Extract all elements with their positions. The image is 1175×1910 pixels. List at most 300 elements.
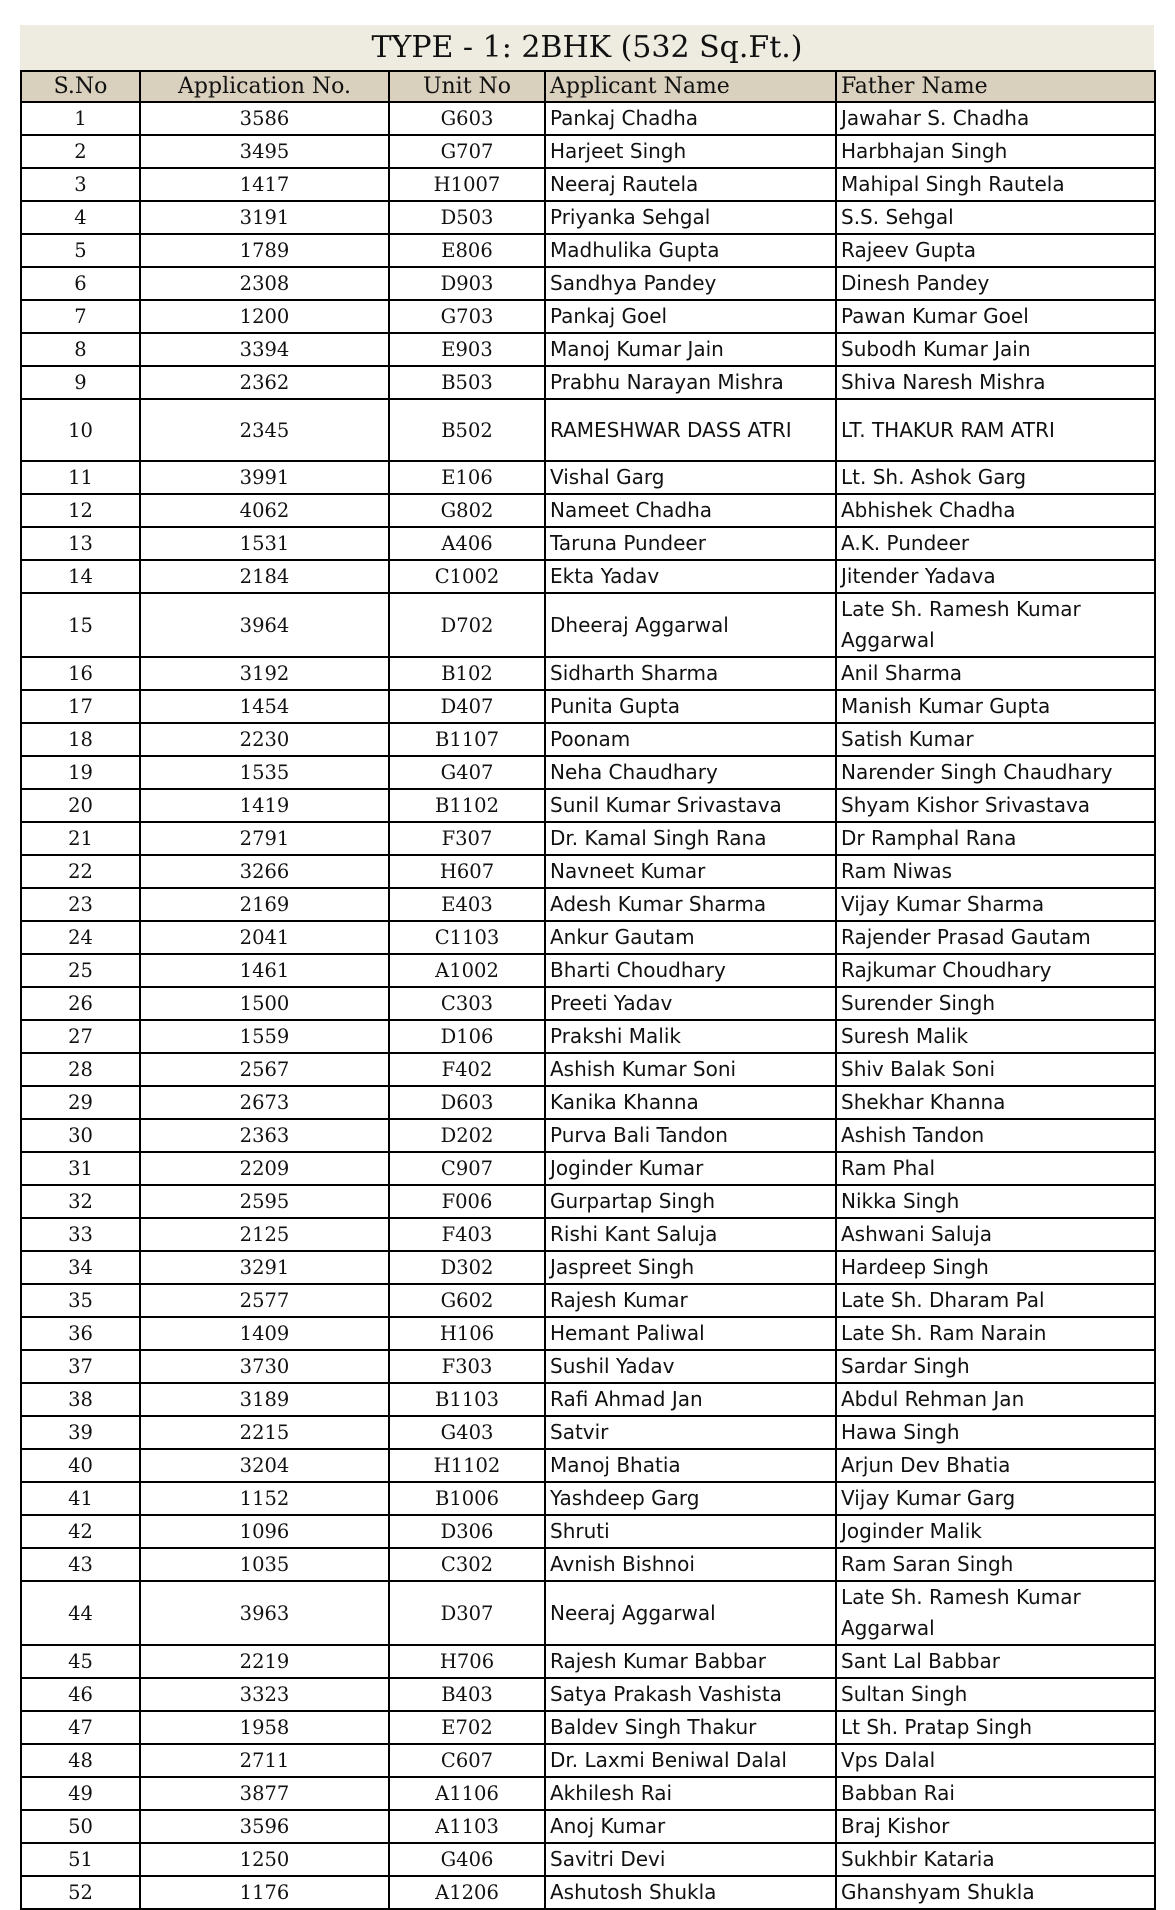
cell-sno: 49	[21, 1777, 140, 1810]
cell-application-no: 1409	[140, 1317, 389, 1350]
cell-application-no: 2673	[140, 1086, 389, 1119]
cell-unit-no: D903	[389, 267, 545, 300]
cell-father-name: Ram Phal	[836, 1152, 1155, 1185]
cell-application-no: 1531	[140, 527, 389, 560]
cell-father-name: Nikka Singh	[836, 1185, 1155, 1218]
cell-unit-no: A1206	[389, 1876, 545, 1909]
cell-sno: 3	[21, 168, 140, 201]
cell-application-no: 2230	[140, 723, 389, 756]
cell-application-no: 3964	[140, 593, 389, 657]
header-sno: S.No	[21, 71, 140, 102]
cell-applicant-name: Taruna Pundeer	[545, 527, 836, 560]
cell-sno: 31	[21, 1152, 140, 1185]
cell-sno: 48	[21, 1744, 140, 1777]
table-row	[21, 1581, 1155, 1645]
cell-applicant-name: Dr. Laxmi Beniwal Dalal	[545, 1744, 836, 1777]
cell-applicant-name: RAMESHWAR DASS ATRI	[545, 399, 836, 461]
cell-father-name: Jawahar S. Chadha	[836, 102, 1155, 135]
cell-unit-no: C1002	[389, 560, 545, 593]
cell-unit-no: D702	[389, 593, 545, 657]
cell-father-name: Shiva Naresh Mishra	[836, 366, 1155, 399]
cell-applicant-name: Neha Chaudhary	[545, 756, 836, 789]
cell-unit-no: G802	[389, 494, 545, 527]
cell-father-name: Manish Kumar Gupta	[836, 690, 1155, 723]
cell-applicant-name: Rajesh Kumar Babbar	[545, 1645, 836, 1678]
cell-applicant-name: Prabhu Narayan Mishra	[545, 366, 836, 399]
cell-sno: 42	[21, 1515, 140, 1548]
cell-application-no: 3266	[140, 855, 389, 888]
table-row	[21, 1548, 1155, 1581]
cell-father-name: Sultan Singh	[836, 1678, 1155, 1711]
table-row	[21, 1053, 1155, 1086]
table-row	[21, 333, 1155, 366]
table-row	[21, 1645, 1155, 1678]
cell-applicant-name: Yashdeep Garg	[545, 1482, 836, 1515]
table-row	[21, 1876, 1155, 1909]
cell-applicant-name: Ankur Gautam	[545, 921, 836, 954]
cell-unit-no: D603	[389, 1086, 545, 1119]
cell-applicant-name: Savitri Devi	[545, 1843, 836, 1876]
header-father-name: Father Name	[836, 71, 1155, 102]
table-row	[21, 1152, 1155, 1185]
cell-applicant-name: Hemant Paliwal	[545, 1317, 836, 1350]
cell-father-name: Satish Kumar	[836, 723, 1155, 756]
cell-applicant-name: Rishi Kant Saluja	[545, 1218, 836, 1251]
cell-sno: 17	[21, 690, 140, 723]
cell-unit-no: G603	[389, 102, 545, 135]
cell-unit-no: B1107	[389, 723, 545, 756]
cell-unit-no: E106	[389, 461, 545, 494]
cell-applicant-name: Dheeraj Aggarwal	[545, 593, 836, 657]
cell-applicant-name: Priyanka Sehgal	[545, 201, 836, 234]
cell-applicant-name: Adesh Kumar Sharma	[545, 888, 836, 921]
cell-unit-no: F307	[389, 822, 545, 855]
header-row	[21, 71, 1155, 102]
cell-unit-no: B403	[389, 1678, 545, 1711]
cell-application-no: 2184	[140, 560, 389, 593]
cell-sno: 9	[21, 366, 140, 399]
cell-applicant-name: Satvir	[545, 1416, 836, 1449]
cell-unit-no: B503	[389, 366, 545, 399]
cell-unit-no: D202	[389, 1119, 545, 1152]
cell-father-name: Abdul Rehman Jan	[836, 1383, 1155, 1416]
header-unit-no: Unit No	[389, 71, 545, 102]
table-row	[21, 461, 1155, 494]
cell-unit-no: C302	[389, 1548, 545, 1581]
cell-father-name: Late Sh. Ram Narain	[836, 1317, 1155, 1350]
cell-application-no: 1176	[140, 1876, 389, 1909]
cell-sno: 35	[21, 1284, 140, 1317]
table-row	[21, 135, 1155, 168]
cell-application-no: 2209	[140, 1152, 389, 1185]
table-row	[21, 690, 1155, 723]
cell-applicant-name: Nameet Chadha	[545, 494, 836, 527]
cell-application-no: 3394	[140, 333, 389, 366]
table-row	[21, 1843, 1155, 1876]
cell-applicant-name: Madhulika Gupta	[545, 234, 836, 267]
cell-unit-no: G703	[389, 300, 545, 333]
cell-applicant-name: Neeraj Aggarwal	[545, 1581, 836, 1645]
cell-father-name: Mahipal Singh Rautela	[836, 168, 1155, 201]
cell-application-no: 3991	[140, 461, 389, 494]
cell-unit-no: B1006	[389, 1482, 545, 1515]
cell-sno: 32	[21, 1185, 140, 1218]
cell-father-name: Joginder Malik	[836, 1515, 1155, 1548]
cell-application-no: 1200	[140, 300, 389, 333]
table-row	[21, 723, 1155, 756]
cell-application-no: 3586	[140, 102, 389, 135]
cell-applicant-name: Joginder Kumar	[545, 1152, 836, 1185]
table-row	[21, 1317, 1155, 1350]
cell-father-name: Lt Sh. Pratap Singh	[836, 1711, 1155, 1744]
table-row	[21, 1218, 1155, 1251]
cell-father-name: Shyam Kishor Srivastava	[836, 789, 1155, 822]
cell-father-name: Sardar Singh	[836, 1350, 1155, 1383]
cell-father-name: Late Sh. Dharam Pal	[836, 1284, 1155, 1317]
cell-unit-no: F006	[389, 1185, 545, 1218]
cell-father-name: Late Sh. Ramesh Kumar Aggarwal	[836, 1581, 1155, 1645]
cell-sno: 14	[21, 560, 140, 593]
cell-unit-no: A1002	[389, 954, 545, 987]
cell-father-name: Rajkumar Choudhary	[836, 954, 1155, 987]
cell-father-name: Sant Lal Babbar	[836, 1645, 1155, 1678]
allotment-sheet	[20, 25, 1154, 1910]
cell-father-name: Ghanshyam Shukla	[836, 1876, 1155, 1909]
cell-applicant-name: Bharti Choudhary	[545, 954, 836, 987]
cell-application-no: 3189	[140, 1383, 389, 1416]
cell-application-no: 2595	[140, 1185, 389, 1218]
cell-unit-no: E702	[389, 1711, 545, 1744]
table-row	[21, 657, 1155, 690]
cell-father-name: LT. THAKUR RAM ATRI	[836, 399, 1155, 461]
cell-application-no: 3323	[140, 1678, 389, 1711]
cell-sno: 6	[21, 267, 140, 300]
table-row	[21, 1711, 1155, 1744]
table-row	[21, 1086, 1155, 1119]
cell-application-no: 3730	[140, 1350, 389, 1383]
cell-application-no: 2362	[140, 366, 389, 399]
table-row	[21, 234, 1155, 267]
cell-unit-no: G602	[389, 1284, 545, 1317]
cell-unit-no: D106	[389, 1020, 545, 1053]
cell-father-name: Narender Singh Chaudhary	[836, 756, 1155, 789]
cell-application-no: 3291	[140, 1251, 389, 1284]
cell-sno: 46	[21, 1678, 140, 1711]
cell-applicant-name: Sunil Kumar Srivastava	[545, 789, 836, 822]
table-row	[21, 789, 1155, 822]
cell-sno: 24	[21, 921, 140, 954]
table-row	[21, 1744, 1155, 1777]
table-row	[21, 1810, 1155, 1843]
table-row	[21, 1515, 1155, 1548]
table-row	[21, 1251, 1155, 1284]
cell-sno: 27	[21, 1020, 140, 1053]
cell-sno: 19	[21, 756, 140, 789]
cell-father-name: Sukhbir Kataria	[836, 1843, 1155, 1876]
cell-application-no: 1454	[140, 690, 389, 723]
cell-applicant-name: Poonam	[545, 723, 836, 756]
cell-unit-no: A406	[389, 527, 545, 560]
cell-sno: 26	[21, 987, 140, 1020]
cell-unit-no: G403	[389, 1416, 545, 1449]
cell-applicant-name: Sandhya Pandey	[545, 267, 836, 300]
table-row	[21, 756, 1155, 789]
table-row	[21, 855, 1155, 888]
table-row	[21, 1678, 1155, 1711]
cell-unit-no: D503	[389, 201, 545, 234]
cell-application-no: 2567	[140, 1053, 389, 1086]
table-row	[21, 1350, 1155, 1383]
table-row	[21, 494, 1155, 527]
table-row	[21, 1383, 1155, 1416]
cell-unit-no: H106	[389, 1317, 545, 1350]
cell-sno: 37	[21, 1350, 140, 1383]
cell-application-no: 2308	[140, 267, 389, 300]
cell-application-no: 1417	[140, 168, 389, 201]
cell-application-no: 3192	[140, 657, 389, 690]
cell-application-no: 4062	[140, 494, 389, 527]
cell-application-no: 2363	[140, 1119, 389, 1152]
cell-sno: 13	[21, 527, 140, 560]
cell-application-no: 1250	[140, 1843, 389, 1876]
cell-sno: 4	[21, 201, 140, 234]
cell-applicant-name: Ashutosh Shukla	[545, 1876, 836, 1909]
cell-unit-no: F402	[389, 1053, 545, 1086]
cell-father-name: Babban Rai	[836, 1777, 1155, 1810]
cell-sno: 38	[21, 1383, 140, 1416]
cell-application-no: 3963	[140, 1581, 389, 1645]
cell-application-no: 2577	[140, 1284, 389, 1317]
cell-applicant-name: Manoj Kumar Jain	[545, 333, 836, 366]
cell-unit-no: E903	[389, 333, 545, 366]
cell-applicant-name: Baldev Singh Thakur	[545, 1711, 836, 1744]
cell-applicant-name: Punita Gupta	[545, 690, 836, 723]
cell-application-no: 3877	[140, 1777, 389, 1810]
cell-application-no: 3204	[140, 1449, 389, 1482]
table-row	[21, 593, 1155, 657]
cell-applicant-name: Navneet Kumar	[545, 855, 836, 888]
cell-father-name: Rajeev Gupta	[836, 234, 1155, 267]
cell-sno: 12	[21, 494, 140, 527]
cell-sno: 25	[21, 954, 140, 987]
table-row	[21, 822, 1155, 855]
cell-sno: 29	[21, 1086, 140, 1119]
cell-applicant-name: Sidharth Sharma	[545, 657, 836, 690]
cell-application-no: 2711	[140, 1744, 389, 1777]
table-row	[21, 300, 1155, 333]
cell-sno: 40	[21, 1449, 140, 1482]
cell-applicant-name: Kanika Khanna	[545, 1086, 836, 1119]
cell-father-name: Ashish Tandon	[836, 1119, 1155, 1152]
cell-unit-no: B1102	[389, 789, 545, 822]
cell-unit-no: C1103	[389, 921, 545, 954]
cell-father-name: Hardeep Singh	[836, 1251, 1155, 1284]
cell-sno: 45	[21, 1645, 140, 1678]
cell-applicant-name: Satya Prakash Vashista	[545, 1678, 836, 1711]
cell-applicant-name: Anoj Kumar	[545, 1810, 836, 1843]
header-applicant-name: Applicant Name	[545, 71, 836, 102]
cell-unit-no: H1102	[389, 1449, 545, 1482]
cell-unit-no: B102	[389, 657, 545, 690]
table-row	[21, 1449, 1155, 1482]
cell-unit-no: H607	[389, 855, 545, 888]
cell-father-name: Harbhajan Singh	[836, 135, 1155, 168]
table-row	[21, 168, 1155, 201]
table-row	[21, 1185, 1155, 1218]
cell-father-name: A.K. Pundeer	[836, 527, 1155, 560]
cell-unit-no: C303	[389, 987, 545, 1020]
cell-application-no: 1152	[140, 1482, 389, 1515]
cell-sno: 43	[21, 1548, 140, 1581]
cell-father-name: Subodh Kumar Jain	[836, 333, 1155, 366]
cell-unit-no: D306	[389, 1515, 545, 1548]
cell-applicant-name: Neeraj Rautela	[545, 168, 836, 201]
cell-sno: 20	[21, 789, 140, 822]
cell-sno: 22	[21, 855, 140, 888]
cell-unit-no: F403	[389, 1218, 545, 1251]
table-row	[21, 201, 1155, 234]
cell-unit-no: G407	[389, 756, 545, 789]
table-row	[21, 954, 1155, 987]
cell-unit-no: C907	[389, 1152, 545, 1185]
table-row	[21, 888, 1155, 921]
cell-sno: 10	[21, 399, 140, 461]
cell-sno: 33	[21, 1218, 140, 1251]
cell-unit-no: D307	[389, 1581, 545, 1645]
table-row	[21, 1777, 1155, 1810]
cell-application-no: 1789	[140, 234, 389, 267]
cell-sno: 21	[21, 822, 140, 855]
cell-application-no: 3596	[140, 1810, 389, 1843]
table-row	[21, 1020, 1155, 1053]
cell-father-name: Ashwani Saluja	[836, 1218, 1155, 1251]
cell-application-no: 1958	[140, 1711, 389, 1744]
cell-application-no: 1535	[140, 756, 389, 789]
table-row	[21, 921, 1155, 954]
table-row	[21, 1482, 1155, 1515]
allotment-table	[20, 70, 1156, 1910]
cell-application-no: 1500	[140, 987, 389, 1020]
cell-application-no: 2041	[140, 921, 389, 954]
cell-father-name: Shiv Balak Soni	[836, 1053, 1155, 1086]
cell-sno: 36	[21, 1317, 140, 1350]
cell-father-name: Braj Kishor	[836, 1810, 1155, 1843]
cell-applicant-name: Rajesh Kumar	[545, 1284, 836, 1317]
table-row	[21, 366, 1155, 399]
cell-father-name: Hawa Singh	[836, 1416, 1155, 1449]
table-row	[21, 399, 1155, 461]
cell-father-name: Dr Ramphal Rana	[836, 822, 1155, 855]
cell-father-name: Ram Niwas	[836, 855, 1155, 888]
cell-unit-no: H1007	[389, 168, 545, 201]
cell-applicant-name: Dr. Kamal Singh Rana	[545, 822, 836, 855]
cell-father-name: Abhishek Chadha	[836, 494, 1155, 527]
cell-applicant-name: Ashish Kumar Soni	[545, 1053, 836, 1086]
cell-father-name: Vps Dalal	[836, 1744, 1155, 1777]
cell-applicant-name: Ekta Yadav	[545, 560, 836, 593]
cell-sno: 7	[21, 300, 140, 333]
cell-unit-no: H706	[389, 1645, 545, 1678]
cell-sno: 41	[21, 1482, 140, 1515]
cell-unit-no: B1103	[389, 1383, 545, 1416]
cell-father-name: Surender Singh	[836, 987, 1155, 1020]
cell-father-name: S.S. Sehgal	[836, 201, 1155, 234]
cell-unit-no: C607	[389, 1744, 545, 1777]
cell-application-no: 1419	[140, 789, 389, 822]
cell-application-no: 1035	[140, 1548, 389, 1581]
cell-application-no: 3495	[140, 135, 389, 168]
table-row	[21, 560, 1155, 593]
cell-application-no: 1096	[140, 1515, 389, 1548]
cell-unit-no: E403	[389, 888, 545, 921]
cell-sno: 2	[21, 135, 140, 168]
table-title: TYPE - 1: 2BHK (532 Sq.Ft.)	[20, 25, 1154, 70]
cell-applicant-name: Sushil Yadav	[545, 1350, 836, 1383]
cell-sno: 11	[21, 461, 140, 494]
cell-unit-no: G707	[389, 135, 545, 168]
cell-unit-no: B502	[389, 399, 545, 461]
cell-father-name: Dinesh Pandey	[836, 267, 1155, 300]
cell-applicant-name: Pankaj Goel	[545, 300, 836, 333]
cell-father-name: Suresh Malik	[836, 1020, 1155, 1053]
table-row	[21, 987, 1155, 1020]
cell-applicant-name: Avnish Bishnoi	[545, 1548, 836, 1581]
header-application-no: Application No.	[140, 71, 389, 102]
table-row	[21, 102, 1155, 135]
cell-application-no: 2791	[140, 822, 389, 855]
cell-unit-no: A1103	[389, 1810, 545, 1843]
cell-father-name: Ram Saran Singh	[836, 1548, 1155, 1581]
cell-unit-no: A1106	[389, 1777, 545, 1810]
cell-sno: 52	[21, 1876, 140, 1909]
cell-applicant-name: Jaspreet Singh	[545, 1251, 836, 1284]
cell-father-name: Vijay Kumar Garg	[836, 1482, 1155, 1515]
cell-sno: 15	[21, 593, 140, 657]
cell-father-name: Vijay Kumar Sharma	[836, 888, 1155, 921]
cell-father-name: Arjun Dev Bhatia	[836, 1449, 1155, 1482]
cell-father-name: Anil Sharma	[836, 657, 1155, 690]
cell-application-no: 3191	[140, 201, 389, 234]
cell-father-name: Pawan Kumar Goel	[836, 300, 1155, 333]
cell-unit-no: E806	[389, 234, 545, 267]
cell-sno: 34	[21, 1251, 140, 1284]
cell-sno: 16	[21, 657, 140, 690]
cell-applicant-name: Vishal Garg	[545, 461, 836, 494]
table-row	[21, 1119, 1155, 1152]
cell-unit-no: D407	[389, 690, 545, 723]
cell-sno: 47	[21, 1711, 140, 1744]
cell-applicant-name: Pankaj Chadha	[545, 102, 836, 135]
cell-application-no: 2219	[140, 1645, 389, 1678]
cell-application-no: 2345	[140, 399, 389, 461]
cell-application-no: 2215	[140, 1416, 389, 1449]
cell-father-name: Rajender Prasad Gautam	[836, 921, 1155, 954]
cell-unit-no: D302	[389, 1251, 545, 1284]
cell-father-name: Late Sh. Ramesh Kumar Aggarwal	[836, 593, 1155, 657]
cell-sno: 51	[21, 1843, 140, 1876]
cell-sno: 23	[21, 888, 140, 921]
cell-sno: 28	[21, 1053, 140, 1086]
cell-sno: 50	[21, 1810, 140, 1843]
cell-applicant-name: Rafi Ahmad Jan	[545, 1383, 836, 1416]
cell-applicant-name: Gurpartap Singh	[545, 1185, 836, 1218]
cell-sno: 18	[21, 723, 140, 756]
cell-unit-no: G406	[389, 1843, 545, 1876]
cell-application-no: 2125	[140, 1218, 389, 1251]
cell-sno: 5	[21, 234, 140, 267]
cell-sno: 44	[21, 1581, 140, 1645]
cell-applicant-name: Prakshi Malik	[545, 1020, 836, 1053]
